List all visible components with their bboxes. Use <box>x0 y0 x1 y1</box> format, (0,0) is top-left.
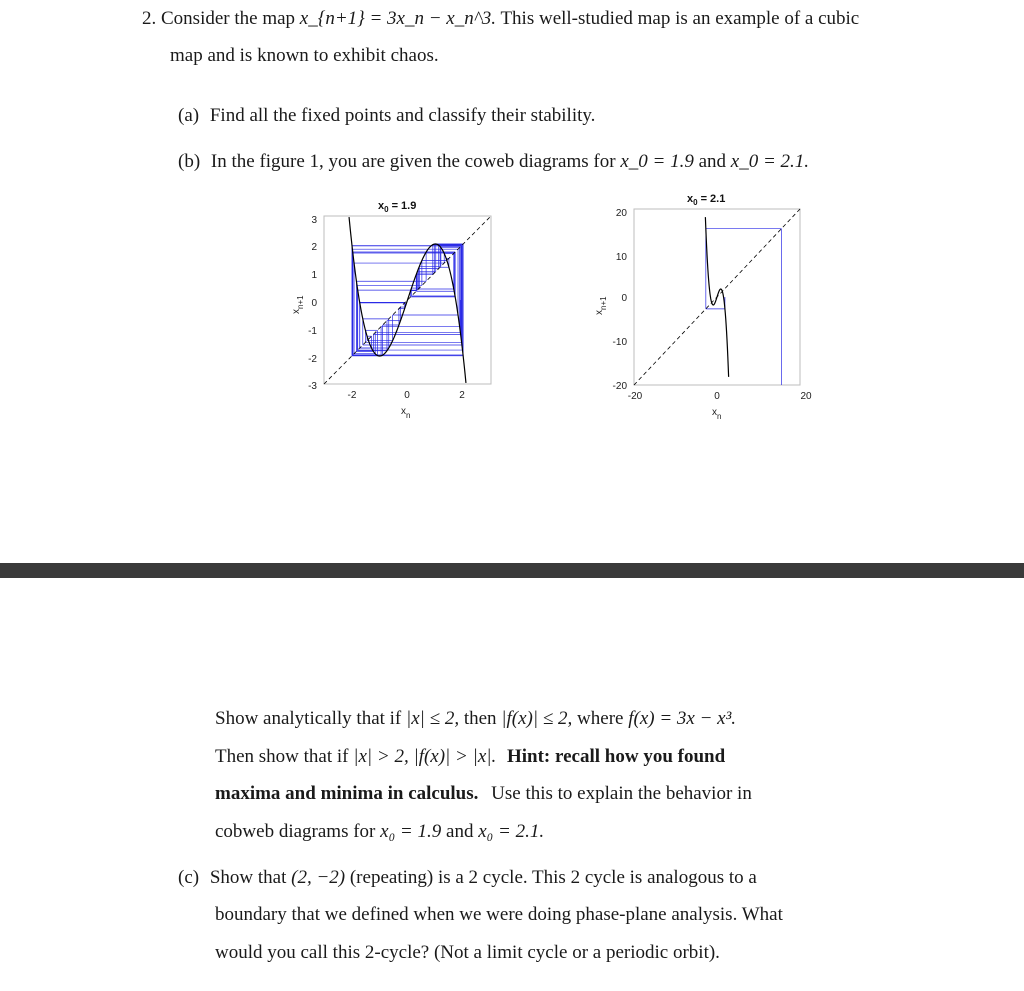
cobweb-plot-1 <box>280 190 540 430</box>
cont-l3-b: Use this to explain the behavior in <box>491 783 752 804</box>
plot1-xtick: 2 <box>459 390 465 401</box>
part-c-line-2 <box>215 903 783 927</box>
part-a-label: (a) <box>178 105 200 126</box>
cont-l4-a: cobweb diagrams for <box>215 821 376 842</box>
map-formula: x_{n+1} = 3x_n − x_n^3. <box>299 8 497 29</box>
cobweb-plot-2 <box>575 183 845 423</box>
part-b-label: (b) <box>178 151 201 172</box>
part-c-l1-b: (repeating) is a 2 cycle. This 2 cycle is analogous to a <box>349 867 757 888</box>
cont-l1-res: |f(x)| ≤ 2, <box>501 708 573 729</box>
cont-line-3 <box>215 782 752 806</box>
plot1-ytick: -3 <box>308 381 317 392</box>
cont-l1-c: where <box>577 708 624 729</box>
plot1-ytick: 1 <box>311 270 317 281</box>
cont-l2-cond: |x| > 2, |f(x)| > |x|. <box>353 746 497 767</box>
cont-line-2 <box>215 745 725 769</box>
plot2-ytick: 0 <box>621 293 627 304</box>
cont-line-4 <box>215 820 544 844</box>
plot2-ytick: -20 <box>612 381 627 392</box>
problem-intro-a: Consider the map <box>161 8 296 29</box>
part-c-line-3 <box>215 941 720 965</box>
plot2-xlabel: $x_n$ <box>712 407 722 421</box>
cont-l4-x2: x₀ = 2.1. <box>478 821 545 842</box>
cont-line-1 <box>215 707 736 731</box>
plot2-ytick: -10 <box>612 337 627 348</box>
problem-line-2 <box>170 44 439 68</box>
part-c-line-1 <box>178 866 757 890</box>
plot1-yticks <box>308 215 317 392</box>
part-b-x0-second: x_0 = 2.1. <box>730 151 810 172</box>
part-c-pair: (2, −2) <box>291 867 346 888</box>
plot2-xticks <box>628 391 812 402</box>
problem-number: 2. <box>142 8 157 29</box>
plot2-ylabel: $x_{n+1}$ <box>594 296 608 315</box>
plot1-ytick: 3 <box>311 215 317 226</box>
plot1-ytick: -1 <box>308 326 317 337</box>
page-divider <box>0 563 1024 578</box>
part-b-and: and <box>698 151 727 172</box>
part-a-text: Find all the fixed points and classify their stability. <box>209 105 596 126</box>
part-a <box>178 104 595 128</box>
plot2-xtick: 20 <box>800 391 812 402</box>
cont-l1-b: then <box>463 708 497 729</box>
plot1-title: $x_0 = 1.9$ <box>378 200 417 214</box>
cont-l1-cond: |x| ≤ 2, <box>406 708 460 729</box>
part-c-l3: would you call this 2-cycle? (Not a limit cycle or a periodic orbit). <box>215 942 720 963</box>
plot2-title: $x_0 = 2.1$ <box>687 193 726 207</box>
cont-l1-def: f(x) = 3x − x³. <box>628 708 737 729</box>
plot1-xtick: -2 <box>347 390 357 401</box>
plot2-xtick: -20 <box>627 391 643 402</box>
cont-l3-hint: maxima and minima in calculus. <box>215 783 479 804</box>
part-b-text: In the figure 1, you are given the coweb diagrams for <box>210 151 616 172</box>
plot2-yticks <box>613 208 628 392</box>
plot1-xtick: 0 <box>404 390 410 401</box>
problem-line-1 <box>142 7 859 31</box>
plot1-ytick: 2 <box>311 242 317 253</box>
cont-l2-a: Then show that if <box>215 746 349 767</box>
problem-intro-line2: map and is known to exhibit chaos. <box>170 45 439 66</box>
part-c-label: (c) <box>178 867 200 888</box>
plot1-ytick: 0 <box>311 298 317 309</box>
cont-l1-a: Show analytically that if <box>215 708 402 729</box>
plot2-ytick: 10 <box>615 252 627 263</box>
part-c-l1-a: Show that <box>209 867 287 888</box>
part-b-x0-first: x_0 = 1.9 <box>620 151 694 172</box>
plot2-ytick: 20 <box>615 208 627 219</box>
part-c-l2: boundary that we defined when we were doing phase-plane analysis. What <box>215 904 783 925</box>
plot1-ylabel: $x_{n+1}$ <box>291 295 305 314</box>
cont-l2-hint: Hint: recall how you found <box>506 746 726 767</box>
cont-l4-x1: x₀ = 1.9 <box>380 821 442 842</box>
plot1-xlabel: $x_n$ <box>401 406 411 420</box>
cont-l4-and: and <box>446 821 474 842</box>
plot1-xticks <box>348 390 466 401</box>
plot1-ytick: -2 <box>308 354 317 365</box>
plot2-xtick: 0 <box>714 391 720 402</box>
part-b <box>178 150 809 174</box>
problem-intro-b: This well-studied map is an example of a cubic <box>500 8 860 29</box>
